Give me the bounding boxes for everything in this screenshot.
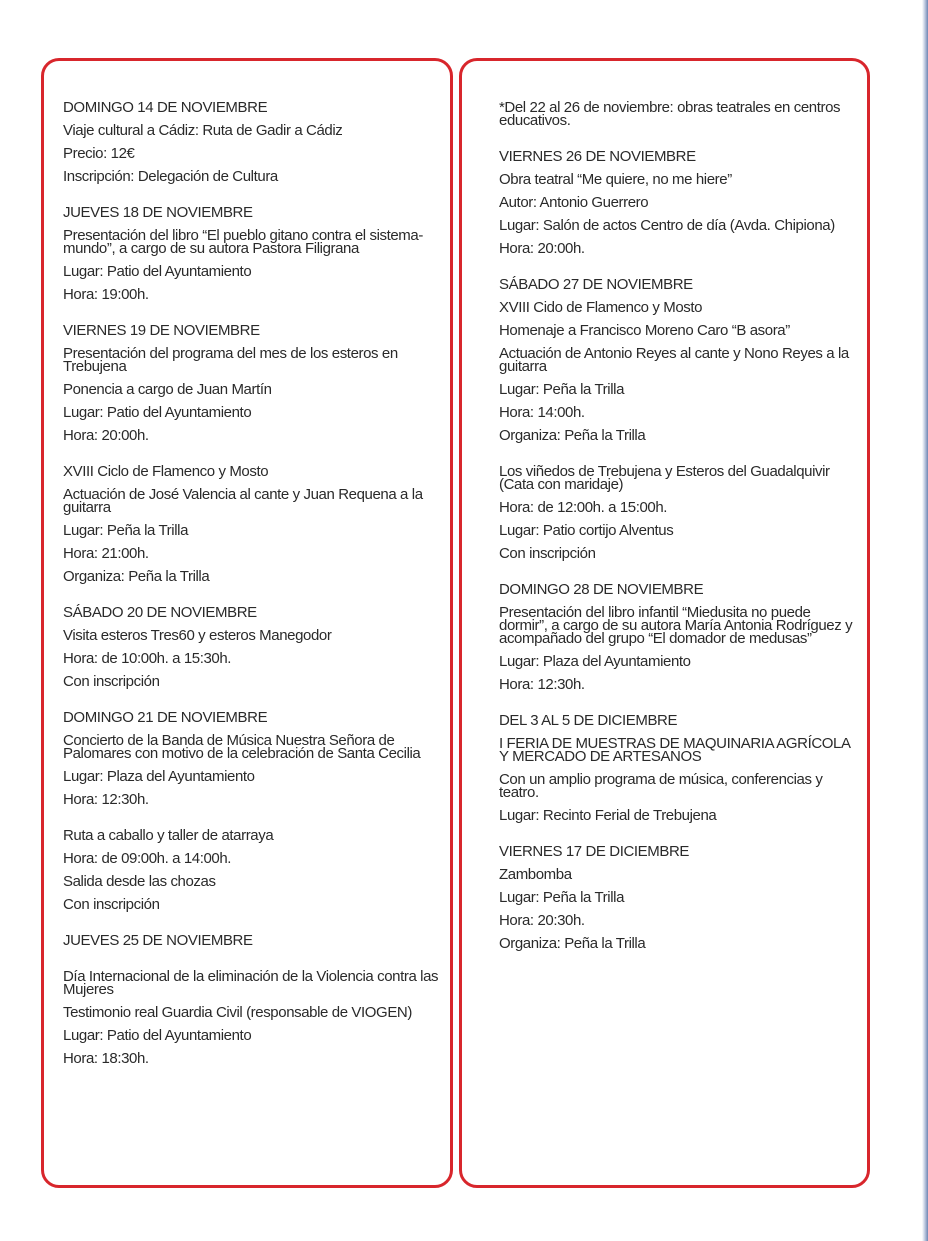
event-line: Viaje cultural a Cádiz: Ruta de Gadir a Cádiz (63, 122, 343, 139)
event-line: Actuación de José Valencia al cante y Juan Requena a la guitarra (63, 486, 423, 516)
event-line: Día Internacional de la eliminación de la Violencia contra las Mujeres (63, 968, 439, 998)
event-line: Los viñedos de Trebujena y Esteros del Guadalquivir (Cata con maridaje) (499, 463, 830, 493)
event-line: Visita esteros Tres60 y esteros Manegodor (63, 627, 332, 644)
event-line: Lugar: Patio cortijo Alventus (499, 522, 674, 539)
event-line: Hora: 19:00h. (63, 286, 149, 303)
event-line: Precio: 12€ (63, 145, 135, 162)
event-line: Presentación del libro “El pueblo gitano contra el sistema-mundo”, a cargo de su autora Pastora Filigrana (63, 227, 423, 257)
event-line: Hora: 21:00h. (63, 545, 149, 562)
event-line: Hora: 12:30h. (63, 791, 149, 808)
event-line: Con inscripción (63, 673, 160, 690)
event-line: Lugar: Peña la Trilla (499, 381, 625, 398)
page-edge-strip (922, 0, 928, 1241)
event-line: Hora: 14:00h. (499, 404, 585, 421)
left-program-list (63, 101, 440, 1075)
event-heading: DOMINGO 28 DE NOVIEMBRE (499, 581, 704, 598)
event-line: Con inscripción (499, 545, 596, 562)
event-heading: VIERNES 26 DE NOVIEMBRE (499, 148, 696, 165)
event-line: XVIII Cido de Flamenco y Mosto (499, 299, 703, 316)
event-line: Ruta a caballo y taller de atarraya (63, 827, 274, 844)
event-line: Lugar: Recinto Ferial de Trebujena (499, 807, 717, 824)
event-line: Lugar: Salón de actos Centro de día (Avda. Chipiona) (499, 217, 835, 234)
event-line: Hora: 20:00h. (499, 240, 585, 257)
event-heading: DOMINGO 21 DE NOVIEMBRE (63, 709, 268, 726)
event-line: Presentación del libro infantil “Miedusita no puede dormir”, a cargo de su autora María Antonia Rodríguez y acompañado del grupo “El domador de medusas” (499, 604, 853, 647)
event-line: Lugar: Plaza del Ayuntamiento (63, 768, 255, 785)
event-line: Lugar: Patio del Ayuntamiento (63, 1027, 252, 1044)
event-line: Hora: de 12:00h. a 15:00h. (499, 499, 668, 516)
event-line: Actuación de Antonio Reyes al cante y Nono Reyes a la guitarra (499, 345, 849, 375)
event-line: Hora: 20:30h. (499, 912, 585, 929)
event-line: Lugar: Patio del Ayuntamiento (63, 404, 252, 421)
event-line: Zambomba (499, 866, 572, 883)
event-line: Hora: 18:30h. (63, 1050, 149, 1067)
event-line: Hora: 20:00h. (63, 427, 149, 444)
event-line: Lugar: Patio del Ayuntamiento (63, 263, 252, 280)
event-line: Con un amplio programa de música, conferencias y teatro. (499, 771, 823, 801)
event-heading: DOMINGO 14 DE NOVIEMBRE (63, 99, 268, 116)
event-line: Autor: Antonio Guerrero (499, 194, 649, 211)
event-line: Organiza: Peña la Trilla (499, 935, 646, 952)
event-line: Presentación del programa del mes de los esteros en Trebujena (63, 345, 398, 375)
event-heading: VIERNES 17 DE DICIEMBRE (499, 843, 690, 860)
event-heading: SÁBADO 27 DE NOVIEMBRE (499, 276, 693, 293)
event-line: Con inscripción (63, 896, 160, 913)
event-heading: JUEVES 25 DE NOVIEMBRE (63, 932, 253, 949)
event-line: Organiza: Peña la Trilla (63, 568, 210, 585)
event-line: Hora: de 09:00h. a 14:00h. (63, 850, 232, 867)
event-line: Salida desde las chozas (63, 873, 216, 890)
right-program-panel (459, 58, 870, 1188)
event-heading: VIERNES 19 DE NOVIEMBRE (63, 322, 260, 339)
event-line: Ponencia a cargo de Juan Martín (63, 381, 272, 398)
event-line: Homenaje a Francisco Moreno Caro “B asora” (499, 322, 790, 339)
event-line: *Del 22 al 26 de noviembre: obras teatrales en centros educativos. (499, 99, 841, 129)
event-line: I FERIA DE MUESTRAS DE MAQUINARIA AGRÍCOLA Y MERCADO DE ARTESANOS (499, 735, 850, 765)
right-program-list (499, 101, 857, 960)
event-heading: SÁBADO 20 DE NOVIEMBRE (63, 604, 257, 621)
event-line: Organiza: Peña la Trilla (499, 427, 646, 444)
event-line: Obra teatral “Me quiere, no me hiere” (499, 171, 732, 188)
event-line: Concierto de la Banda de Música Nuestra Señora de Palomares con motivo de la celebración de Santa Cecilia (63, 732, 421, 762)
event-line: Lugar: Peña la Trilla (499, 889, 625, 906)
event-line: Testimonio real Guardia Civil (responsable de VIOGEN) (63, 1004, 412, 1021)
event-line: XVIII Ciclo de Flamenco y Mosto (63, 463, 269, 480)
event-heading: JUEVES 18 DE NOVIEMBRE (63, 204, 253, 221)
event-line: Lugar: Peña la Trilla (63, 522, 189, 539)
event-heading: DEL 3 AL 5 DE DICIEMBRE (499, 712, 678, 729)
event-line: Lugar: Plaza del Ayuntamiento (499, 653, 691, 670)
left-program-panel (41, 58, 453, 1188)
event-line: Inscripción: Delegación de Cultura (63, 168, 278, 185)
event-line: Hora: 12:30h. (499, 676, 585, 693)
event-line: Hora: de 10:00h. a 15:30h. (63, 650, 232, 667)
